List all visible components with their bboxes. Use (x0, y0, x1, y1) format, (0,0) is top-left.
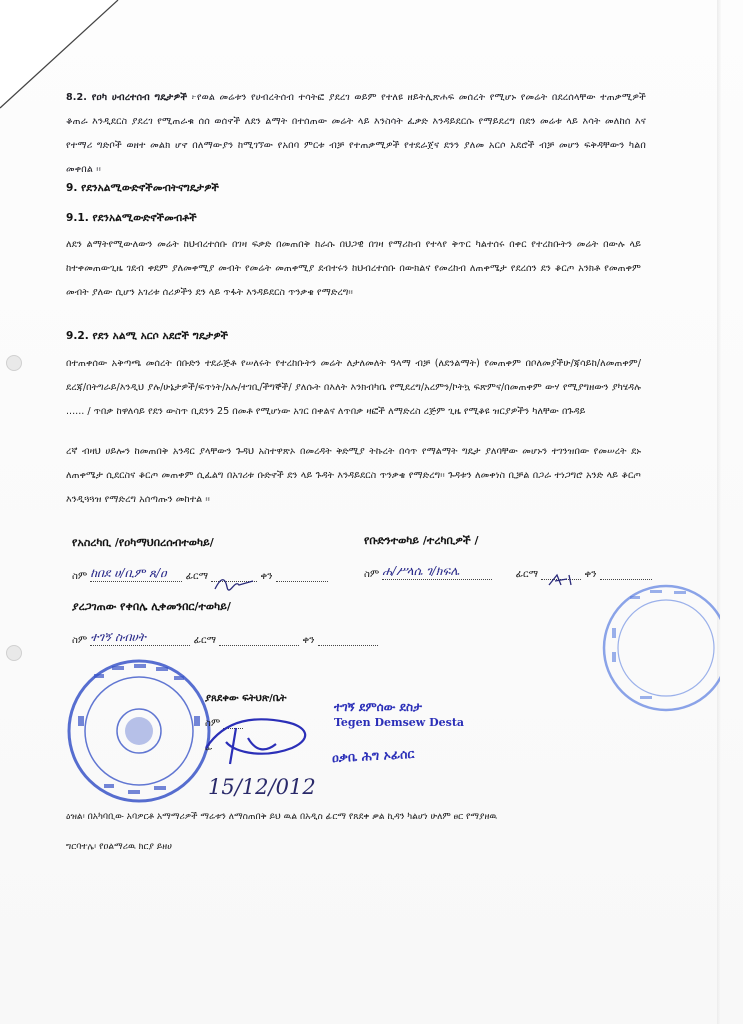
transferor-signature-line (72, 566, 328, 582)
punch-hole (6, 355, 22, 371)
receiver-title: የቡድንተወካይ /ተረካቢዎች / (364, 534, 479, 547)
receiver-signature (541, 579, 581, 580)
transferor-title: የአስረካቢ /የዐካማህበረሰብተወካይ/ (72, 536, 214, 549)
kebele-chair-date (318, 645, 378, 646)
section-9-2-heading: 9.2. የደን አልሚ አርሶ አደሮች ግዴታዎች (66, 330, 229, 342)
section-9-2-text-continued: ረኛ ብዛህ ሀይሎን ከመጠበቅ አንዳር ያላቸውን ጉዳህ አስተዋጽኦ በመረዳት ቅድሚያ ትኩረት በሳጥ የማልማት ግዴታ ያለባቸው መሆኑን ተገንዝበው የመሠረት ደኑ ለጠቀሜታ ሲደርስና ቆርጦ መጠቀም ሲፈልግ በአገሪቱ ቡድኖች ደን ላይ ጉዳት እንዳይደርስ ጥንቃቄ የማድረግ፡፡ ጉዳቱን ለመቀነስ ቢቻል በጋራ ተነጋግሮ አንድ ላይ ቆርጦ እንዲጓጓዝ የማድረግ አሰጣጡን መከተል ፡፡ (66, 446, 641, 505)
section-9-1-text: ለደን ልማትየሚውለውን መሬት ከህብረተሰቡ በገዛ ፍቃድ በመጠበቅ ከራሱ በህጋዊ በገዛ የማሪከብ የተላየ ቅጥር ካልተሰሩ በቀር የተረከቡትን መሬት በውሉ ላይ ከተቀመጠውጊዜ ገደብ ቀደም ያለመቀሚያ መብት የመሬት መጠቀሚያ ደብተሩን ከህብረተሰቡ በውክልና የመረከብ ለጠቀሜታ የደረሰን ደን ቆርጦ አንክቶ የመጠቀም መብት ያለው ሲሆን አገሪቱ ሰሪዎችን ደን ላይ ጥፋት እንዳይደርስ ጥንቃቄ የማድረግ፡፡ (66, 239, 641, 298)
name-label: ስም (364, 569, 380, 580)
kebele-chair-name: ተገኝ ስብሀት (90, 630, 190, 646)
office-stamp (590, 578, 720, 718)
section-8-2 (66, 86, 646, 182)
footer-note: ዕዝል፡ በአካባቢው አባዎርቶ አማማሪዎች ማሬቱን ለማስጠበቅ ይህ ዉል በአዲስ ፊርማ የጸደቀ ቃል ኪዳን ካልሆነ ሁለም ፀር የማያዘዉ (66, 812, 498, 822)
punch-hole (6, 645, 22, 661)
signature-label: ፊ (205, 742, 213, 753)
transferor-date (276, 581, 328, 582)
kebele-chair-signature-line (72, 630, 378, 646)
name-label: ስም (205, 718, 221, 729)
kebele-chair-title: ያረጋገጠው የቀበሌ ሊቀመንበር/ተወካይ/ (72, 600, 231, 613)
receiver-name: ሐ/ሥላሴ ገ/ክፍሌ (382, 564, 492, 580)
prosecutor-name-amharic: ተገኝ ደምሰው ደስታ (334, 700, 422, 714)
date-label: ቀን (584, 569, 597, 580)
page-edge (717, 0, 721, 1024)
signature-label: ፊርማ (193, 635, 217, 646)
section-9-1-heading: 9.1. የደንአልሚውድኖችመብቶች (66, 212, 197, 224)
kebele-chair-signature (219, 645, 299, 646)
prosecutor-name-english: Tegen Demsew Desta (334, 716, 465, 729)
kebele-stamp (64, 656, 214, 806)
transferor-name: ከበደ ሀ/ቢም ጸ/ዐ (90, 566, 182, 582)
section-9-heading: 9. የደንአልሚውድኖችመብትናግዴታዎች (66, 182, 220, 194)
signature-label: ፊርማ (515, 569, 539, 580)
prosecutor-signature (196, 708, 326, 768)
transferor-signature (211, 581, 257, 582)
handwritten-date: 15/12/012 (208, 775, 316, 799)
section-8-2-heading: 8.2. የዐካ ሀብረተሰብ ግዴታዎች (66, 92, 188, 103)
name-label: ስም (72, 571, 88, 582)
signature-label: ፊርማ (185, 571, 209, 582)
section-9-2-text: በተጠቀሰው አቅጣጫ መሰረት በቡድን ተደራጅቶ የሠለሩት የተረከቡትን መሬት ለታለመለት ዓላማ ብቻ (ለደንልማት) የመጠቀም በቦለመያችሁ/ጃሳይከ/ለመጠቀም/ደረጃ/በትግራይ/እንዲህ ያሉ/ሁኔታዎች/ፍጥነት/አሉ/ተገቢ/ችግኞች/ ያለሱት በእለት እንክብካቤ የሚደረግ/አረምን/ኮትኳ ፍጽምና/በመጠቀም ውሃ የሚያግዘውን ያካሄዳሉ ...... / ጥበቃ ከዋለሳይ የደን ውስጥ ቢደንን 25 በመቶ የሚሆነው አገር በቀልና ለጥበቃ ዛፎች ለማድረስ ረጅም ጊዜ የሚቆዩ ዝርያዎችን ካለቸው በጉዳይ (66, 358, 641, 417)
prosecutor-title-stamp: ዐቃቤ ሕግ ኦፊሰር (331, 745, 415, 766)
date-label: ቀን (260, 571, 273, 582)
footer-copy: ግርባተሌ፡ የዐልማሪዉ ክርያ ይዘሀ (66, 842, 172, 852)
justice-office-title: ያጸደቀው ፍትህጽ/ቤት (205, 693, 287, 704)
name-label: ስም (72, 635, 88, 646)
section-8-2-text: ፦የወል መሬቱን የሀብረትሰብ ተሳትፎ ያደረገ ወይም የተለዩ ዘይትሊጽሐፍ መሰረት የሚሆኑ የመሬት በደረሰላቸው ተጠቃሚዎች ቆጠራ እንዲደርስ ያደረገ የሚጠራቁ ሰሰ ወሰኖች ለደን ልማት በተሰጠው መሬት ላይ እንስሳት ፈቃድ እንዳይደርሱ የማይደረግ በደን መሬቱ ላይ እሳት መለከሰ እና የተማሪ ግድቦች ወዘተ መልክ ሆኖ በለማውያን ከሚገኘው የአበባ ምርቱ ብቻ የተጠቃሚዎች የተደራጀና ደንን ያለመ አርሶ አደሮች ብቻ መሆን ፍቅዳቸውን ካልበ መቀበል ፡፡ (66, 92, 646, 175)
date-label: ቀን (302, 635, 315, 646)
